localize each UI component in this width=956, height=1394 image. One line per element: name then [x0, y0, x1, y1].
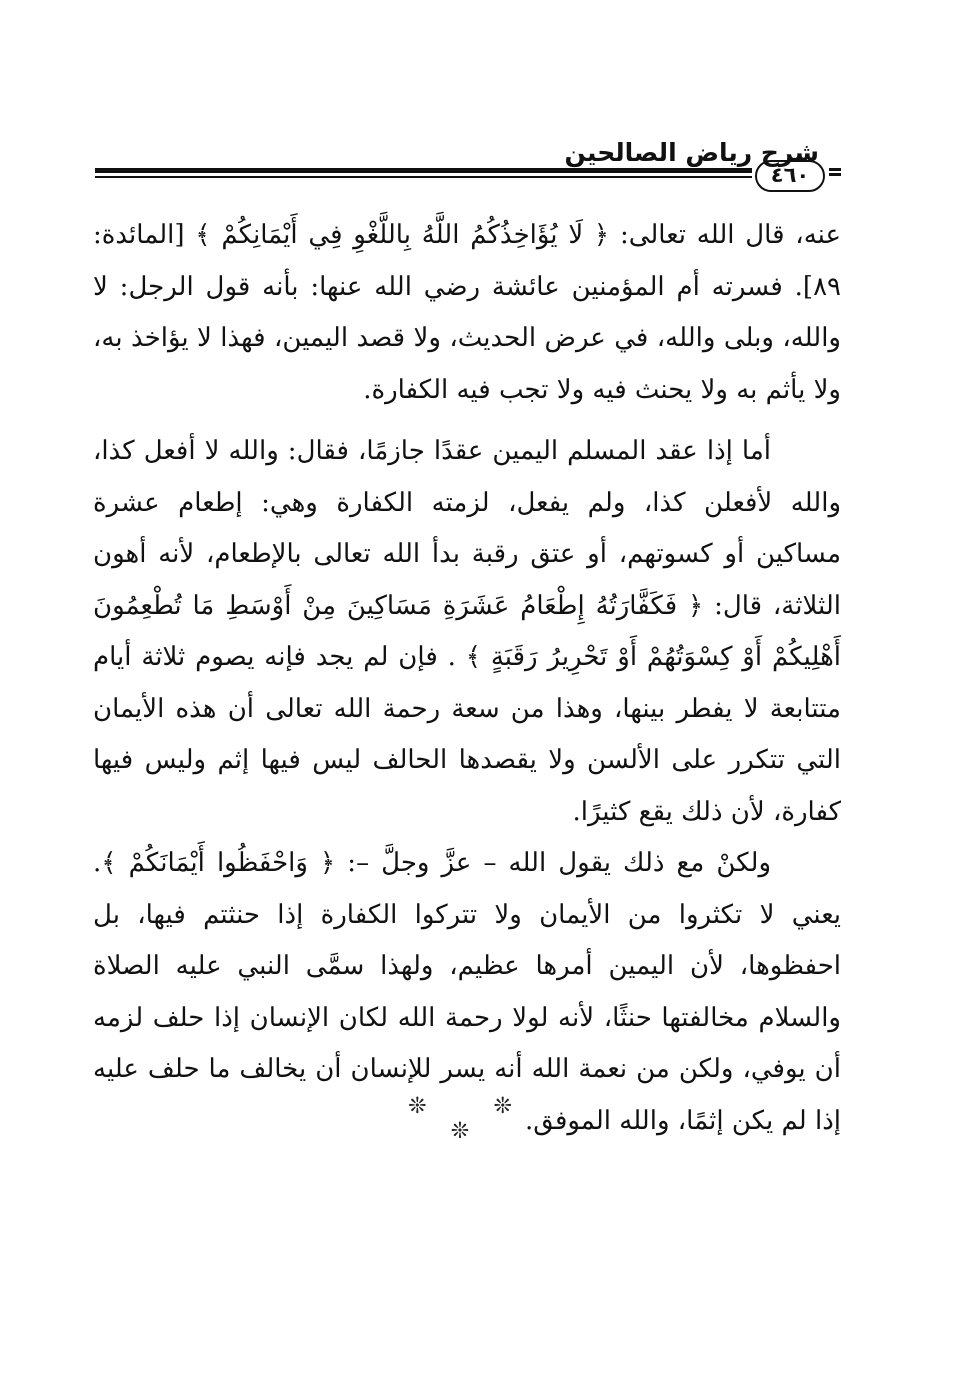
page-header [95, 138, 843, 198]
page-number: ٤٦٠ [755, 160, 825, 192]
header-rule-thin [95, 176, 752, 178]
paragraph-2: أما إذا عقد المسلم اليمين عقدًا جازمًا، فقال: والله لا أفعل كذا، والله لأفعلن كذا، ولم يفعل، لزمته الكفارة وهي: إطعام عشرة مساكين أو كسوتهم، أو عتق رقبة بدأ الله تعالى بالإطعام، لأنه أهون الثلاثة، قال: ﴿ فَكَفَّارَتُهُ إِطْعَامُ عَشَرَةِ مَسَاكِينَ مِنْ أَوْسَطِ مَا تُطْعِمُونَ أَهْلِيكُمْ أَوْ كِسْوَتُهُمْ أَوْ تَحْرِيرُ رَقَبَةٍ ﴾ . فإن لم يجد فإنه يصوم ثلاثة أيام متتابعة لا يفطر بينها، وهذا من سعة رحمة الله تعالى أن هذه الأيمان التي تتكرر على الألسن ولا يقصدها الحالف ليس فيها إثم وليس فيها كفارة، لأن ذلك يقع كثيرًا. [93, 436, 841, 827]
header-rule [95, 168, 752, 173]
main-text [93, 210, 841, 1147]
paragraph-3: ولكنْ مع ذلك يقول الله – عزَّ وجلَّ –: ﴿ وَاحْفَظُوا أَيْمَانَكُمْ ﴾. يعني لا تكثروا من الأيمان ولا تتركوا الكفارة إذا حنثتم فيها، بل احفظوها، لأن اليمين أمرها عظيم، ولهذا سمَّى النبي عليه الصلاة والسلام مخالفتها حنثًا، لأنه لولا رحمة الله لكان الإنسان إذا حلف لزمه أن يوفي، ولكن من نعمة الله أنه يسر للإنسان أن يخالف ما حلف عليه إذا لم يكن إثمًا، والله الموفق. [93, 848, 841, 1136]
paragraph-1: عنه، قال الله تعالى: ﴿ لَا يُؤَاخِذُكُمُ اللَّهُ بِاللَّغْوِ فِي أَيْمَانِكُمْ ﴾ [المائدة: ٨٩]. فسرته أم المؤمنين عائشة رضي الله عنها: بأنه قول الرجل: لا والله، وبلى والله، في عرض الحديث، ولا قصد اليمين، فهذا لا يؤاخذ به، ولا يأثم به ولا يحنث فيه ولا تجب فيه الكفارة. [93, 220, 841, 405]
section-end-ornament: ❊ ❊ ❊ [408, 1094, 542, 1144]
book-title: شرح رياض الصالحين [564, 138, 819, 167]
badge-ornament [829, 168, 841, 176]
